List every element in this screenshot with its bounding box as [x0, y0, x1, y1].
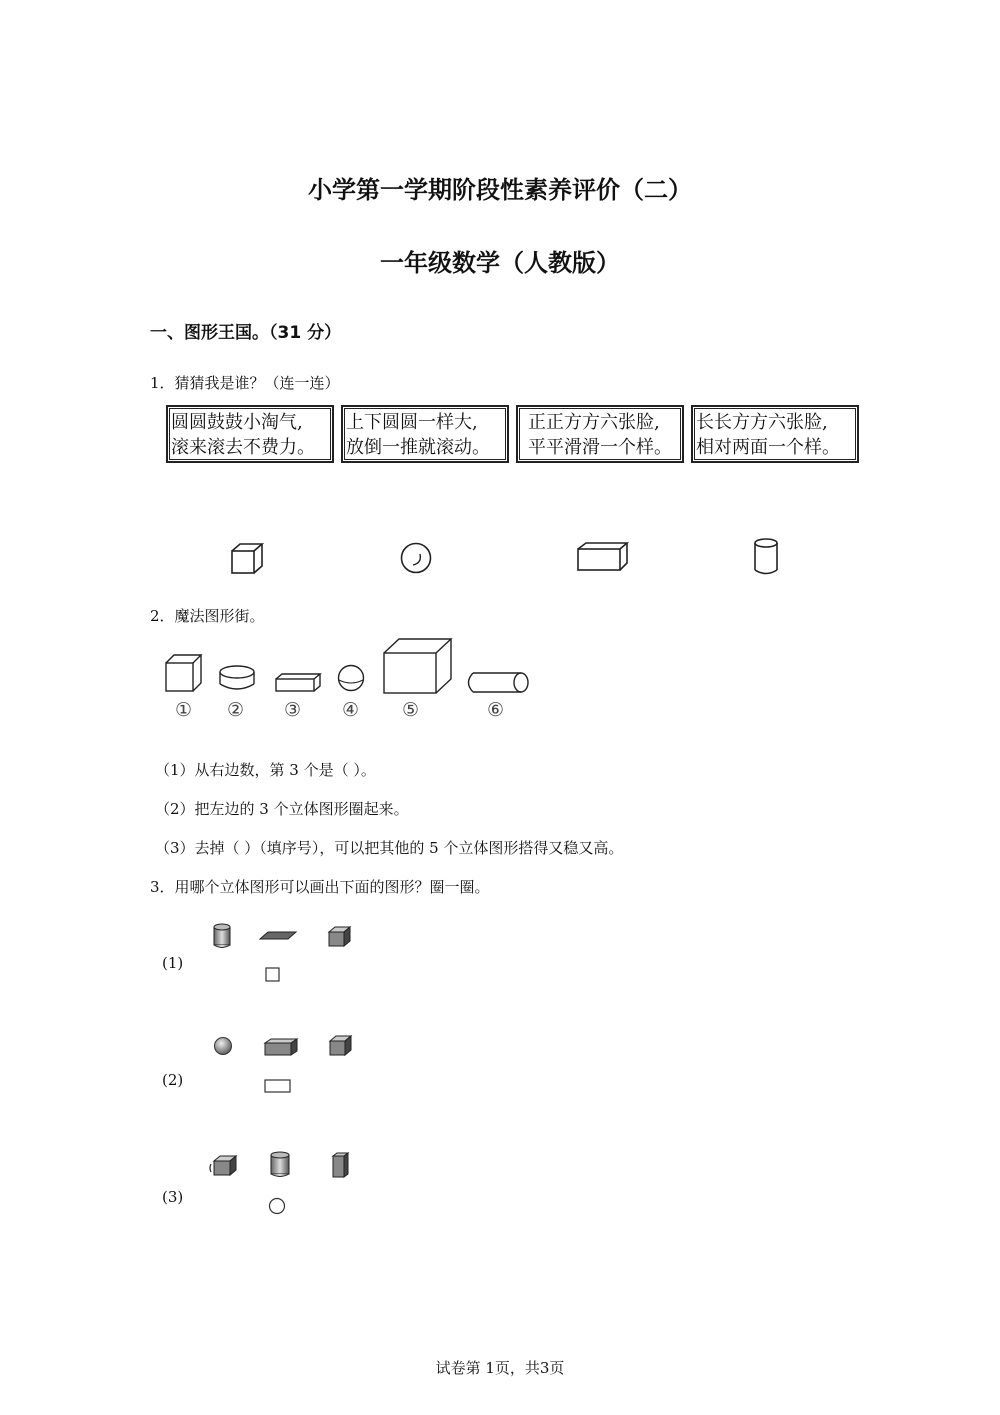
square-target-icon	[264, 966, 282, 984]
cube-option-icon[interactable]	[327, 925, 353, 949]
question-3-item2-label: (2)	[162, 1071, 184, 1089]
question-2-sub3: （3）去掉（ ）（填序号），可以把其他的 5 个立体图形搭得又稳又高。	[155, 839, 624, 857]
cube-option-icon-3[interactable]	[209, 1154, 239, 1178]
riddle-4-line1: 长长方方六张脸,	[696, 412, 828, 433]
riddle-box-2[interactable]	[341, 405, 509, 463]
question-3-item1-label: (1)	[162, 954, 184, 972]
prism-option-icon[interactable]	[330, 1151, 352, 1181]
shape-4-sphere-icon	[337, 664, 367, 694]
riddle-4-line2: 相对两面一个样。	[696, 437, 840, 458]
shape-6-cylinder-icon	[463, 671, 531, 695]
riddle-box-1[interactable]	[166, 405, 334, 463]
shape-number-4: ④	[342, 699, 360, 721]
cylinder-option-icon[interactable]	[212, 923, 234, 949]
riddle-2-line2: 放倒一推就滚动。	[346, 437, 490, 458]
shape-number-6: ⑥	[487, 699, 505, 721]
cylinder-icon[interactable]	[752, 537, 782, 577]
section-heading: 一、图形王国。（31 分）	[150, 323, 342, 343]
cube-option-icon-2[interactable]	[328, 1034, 354, 1058]
question-2-sub2: （2）把左边的 3 个立体图形圈起来。	[155, 800, 409, 818]
riddle-1-line2: 滚来滚去不费力。	[171, 437, 315, 458]
question-2-sub1: （1）从右边数，第 3 个是（ ）。	[155, 761, 376, 779]
cuboid-option-icon[interactable]	[263, 1037, 299, 1059]
shape-1-cube-icon	[165, 654, 205, 694]
shape-number-5: ⑤	[402, 699, 420, 721]
cuboid-icon[interactable]	[576, 541, 630, 573]
cube-icon[interactable]	[230, 542, 266, 576]
cylinder-option-icon-2[interactable]	[269, 1151, 293, 1179]
sphere-icon[interactable]	[400, 541, 434, 575]
riddle-2-line1: 上下圆圆一样大,	[346, 412, 478, 433]
rectangle-target-icon	[263, 1078, 293, 1094]
shape-5-cube-icon	[383, 638, 455, 696]
flat-plate-option-icon[interactable]	[258, 930, 298, 942]
sphere-option-icon[interactable]	[213, 1036, 235, 1058]
riddle-1-line1: 圆圆鼓鼓小淘气,	[171, 412, 303, 433]
riddle-box-4[interactable]	[691, 405, 859, 463]
page-subtitle: 一年级数学（人教版）	[380, 249, 620, 277]
question-2-prompt: 2．魔法图形街。	[150, 607, 265, 625]
shape-3-cuboid-icon	[275, 673, 323, 695]
circle-target-icon	[267, 1196, 287, 1216]
question-3-item3-label: (3)	[162, 1188, 184, 1206]
riddle-box-3[interactable]	[516, 405, 684, 463]
shape-2-cylinder-icon	[219, 664, 259, 694]
shape-number-1: ①	[175, 699, 193, 721]
question-3-prompt: 3．用哪个立体图形可以画出下面的图形？圈一圈。	[150, 878, 490, 896]
page-title: 小学第一学期阶段性素养评价（二）	[308, 176, 692, 204]
page-footer: 试卷第 1页，共3页	[435, 1359, 565, 1377]
riddle-3-line1: 正正方方六张脸,	[528, 412, 660, 433]
shape-number-2: ②	[227, 699, 245, 721]
question-1-prompt: 1．猜猜我是谁？（连一连）	[150, 374, 340, 392]
riddle-3-line2: 平平滑滑一个样。	[528, 437, 672, 458]
shape-number-3: ③	[284, 699, 302, 721]
